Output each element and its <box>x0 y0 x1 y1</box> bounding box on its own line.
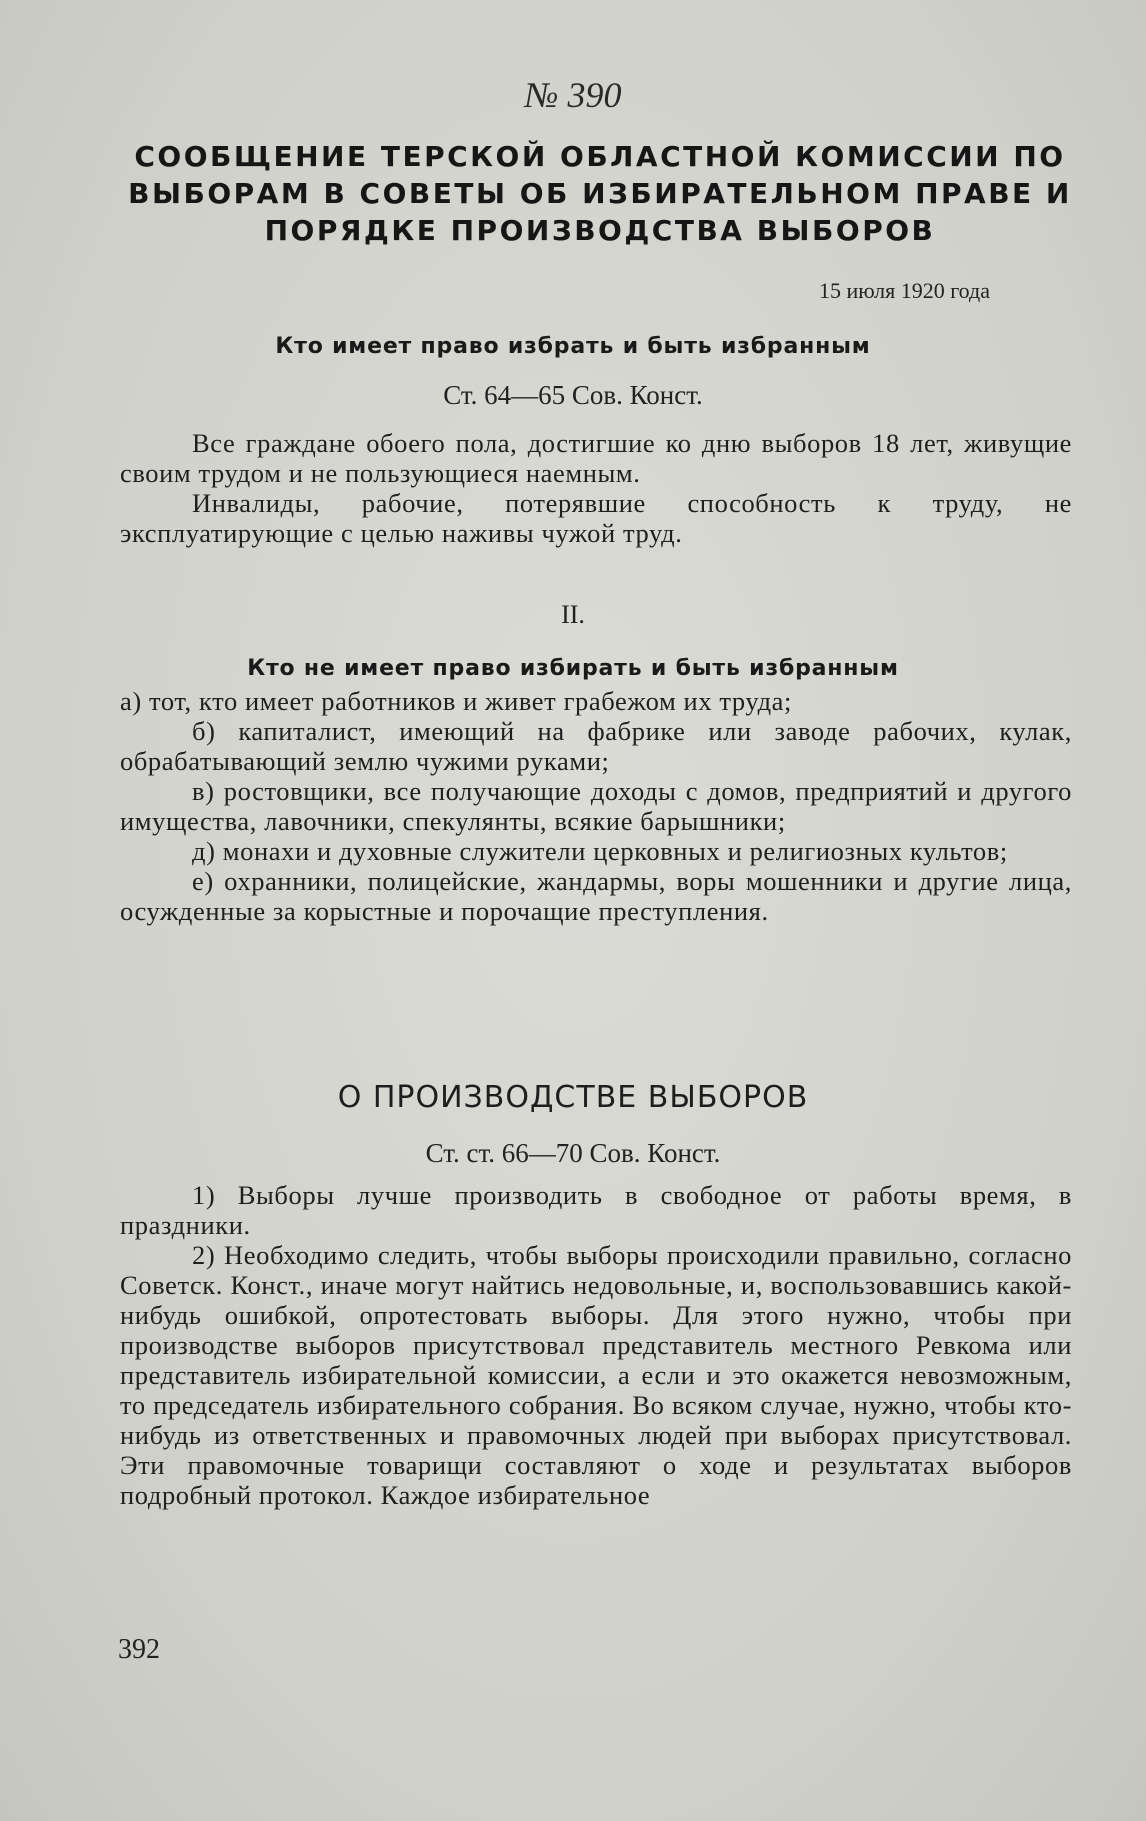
section3-paragraph: 1) Выборы лучше производить в свободное от работы время, в праздники. <box>120 1180 1072 1240</box>
section3-heading: О ПРОИЗВОДСТВЕ ВЫБОРОВ <box>337 1080 809 1115</box>
section1-body <box>120 428 1072 548</box>
section3-paragraph: 2) Необходимо следить, чтобы выборы происходили правильно, согласно Советск. Конст., иначе могут найтись недовольные, и, воспользовавшись какой-нибудь ошибкой, опротестовать выборы. Для этого нужно, чтобы при производстве выборов присутствовал представитель местного Ревкома или представитель избирательной комиссии, а если и это окажется невозможным, то председатель избирательного собрания. Во всяком случае, нужно, чтобы кто-нибудь из ответственных и правомочных людей при выборах присутствовал. Эти правомочные товарищи составляют о ходе и результатах выборов подробный протокол. Каждое избирательное <box>120 1240 1072 1510</box>
list-item: б) капиталист, имеющий на фабрике или заводе рабочих, кулак, обрабатывающий землю чужими руками; <box>120 716 1072 776</box>
list-item: а) тот, кто имеет работников и живет грабежом их труда; <box>120 686 792 716</box>
section2-list <box>120 686 1072 926</box>
section1-paragraph: Инвалиды, рабочие, потерявшие способность к труду, не эксплуатирующие с целью наживы чужой труд. <box>120 488 1072 548</box>
section2-heading: Кто не имеет право избирать и быть избранным <box>247 656 899 681</box>
list-item: в) ростовщики, все получающие доходы с домов, предприятий и другого имущества, лавочники, спекулянты, всякие барышники; <box>120 776 1072 836</box>
section1-articles: Ст. 64—65 Сов. Конст. <box>443 380 703 410</box>
section3-body <box>120 1180 1072 1510</box>
page-number: 392 <box>118 1634 160 1665</box>
section1-paragraph: Все граждане обоего пола, достигшие ко дню выборов 18 лет, живущие своим трудом и не пользующиеся наемным. <box>120 428 1072 488</box>
section2-number: II. <box>561 600 585 629</box>
section1-heading: Кто имеет право избрать и быть избранным <box>275 334 871 359</box>
document-date: 15 июля 1920 года <box>818 278 990 303</box>
list-item: е) охранники, полицейские, жандармы, воры мошенники и другие лица, осужденные за корыстные и порочащие преступления. <box>120 866 1072 926</box>
section3-articles: Ст. ст. 66—70 Сов. Конст. <box>425 1138 721 1168</box>
list-item: д) монахи и духовные служители церковных и религиозных культов; <box>192 836 1008 866</box>
document-number: № 390 <box>524 75 622 115</box>
document-title: СООБЩЕНИЕ ТЕРСКОЙ ОБЛАСТНОЙ КОМИССИИ ПО ВЫБОРАМ В СОВЕТЫ ОБ ИЗБИРАТЕЛЬНОМ ПРАВЕ И ПОРЯДКЕ ПРОИЗВОДСТВА ВЫБОРОВ <box>128 140 1072 247</box>
